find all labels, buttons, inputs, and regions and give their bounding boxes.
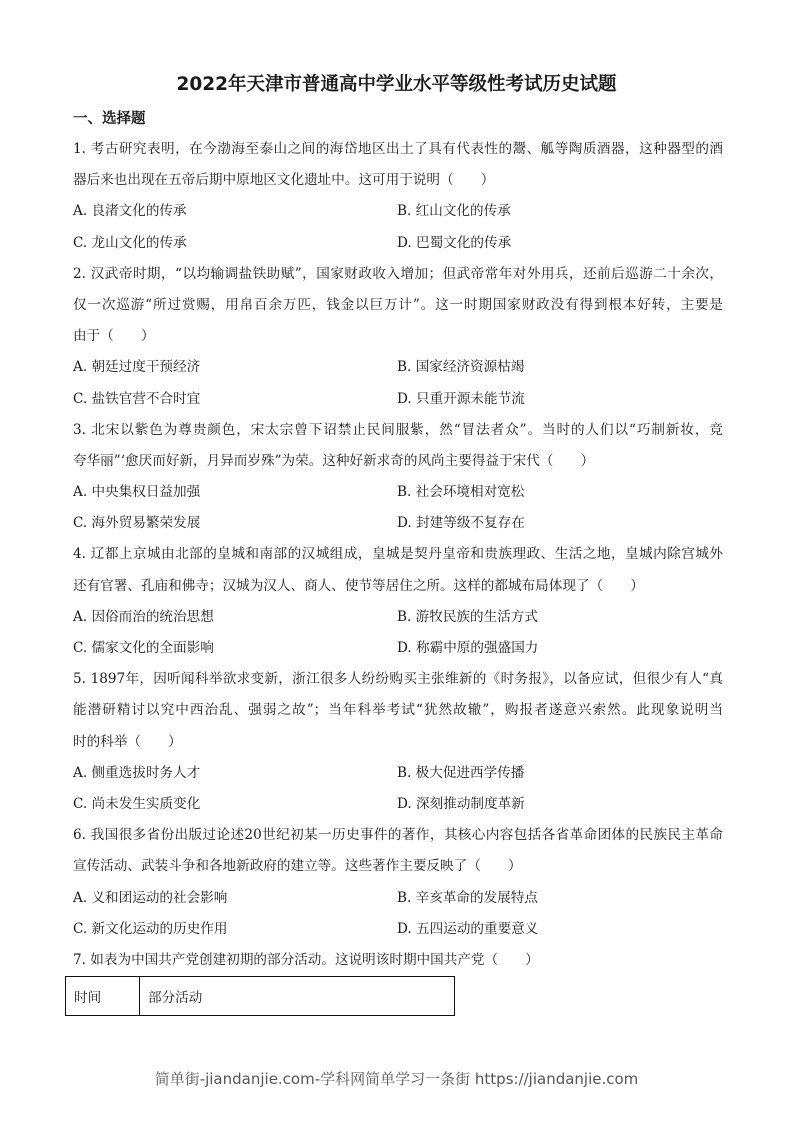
answer-option: C. 龙山文化的传承 bbox=[73, 234, 187, 251]
footer-watermark: 简单街-jiandanjie.com-学科网简单学习一条街 https://jiandanjie.com bbox=[154, 1070, 639, 1088]
options-row bbox=[73, 883, 723, 914]
options-row bbox=[73, 384, 723, 415]
question-7 bbox=[73, 945, 723, 976]
answer-option: D. 称霸中原的强盛国力 bbox=[397, 640, 539, 656]
options-row bbox=[73, 352, 723, 383]
question-text-line: 6. 我国很多省份出版过论述20世纪初某一历史事件的著作，其核心内容包括各省革命团体的民族民主革命 bbox=[73, 827, 723, 844]
answer-option: C. 盐铁官营不合时宜 bbox=[73, 390, 201, 407]
answer-option: A. 义和团运动的社会影响 bbox=[73, 889, 228, 906]
question-text-line: 能潜研精讨以究中西治乱、强弱之故”；当年科举考试“犹然故辙”，购报者遂意兴索然。此现象说明当 bbox=[73, 702, 723, 719]
question-text-line: 7. 如表为中国共产党创建初期的部分活动。这说明该时期中国共产党（ ） bbox=[73, 951, 539, 968]
question-4 bbox=[73, 539, 723, 664]
answer-option: A. 朝廷过度干预经济 bbox=[73, 359, 201, 376]
answer-option: A. 因俗而治的统治思想 bbox=[73, 608, 214, 625]
options-row bbox=[73, 758, 723, 789]
table-header-activity: 部分活动 bbox=[140, 977, 455, 1016]
question-text-line: 仅一次巡游“所过赏赐，用帛百余万匹，钱金以巨万计”。这一时期国家财政没有得到根本好转，主要是 bbox=[73, 296, 723, 313]
answer-option: C. 儒家文化的全面影响 bbox=[73, 640, 214, 656]
answer-option: D. 巴蜀文化的传承 bbox=[397, 234, 512, 251]
question-text-line: 2. 汉武帝时期，“以均输调盐铁助赋”，国家财政收入增加；但武帝常年对外用兵，还前后巡游二十余次， bbox=[73, 265, 723, 282]
answer-option: B. 极大促进西学传播 bbox=[397, 764, 525, 781]
options-row bbox=[73, 789, 723, 820]
options-row bbox=[73, 633, 723, 664]
options-row bbox=[73, 914, 723, 945]
answer-option: A. 良渚文化的传承 bbox=[73, 203, 187, 220]
answer-option: B. 国家经济资源枯竭 bbox=[397, 359, 525, 376]
question-list bbox=[73, 134, 723, 976]
question-3 bbox=[73, 415, 723, 540]
question-text-line: 3. 北宋以紫色为尊贵颜色，宋太宗曾下诏禁止民间服紫，然“冒法者众”。当时的人们以“巧制新妆，竞 bbox=[73, 421, 723, 438]
answer-option: C. 海外贸易繁荣发展 bbox=[73, 515, 201, 532]
question-text-line: 1. 考古研究表明，在今渤海至泰山之间的海岱地区出土了具有代表性的鬶、觚等陶质酒器，这种器型的酒 bbox=[73, 141, 723, 157]
options-row bbox=[73, 602, 723, 633]
question-text-line: 器后来也出现在五帝后期中原地区文化遗址中。这可用于说明（ ） bbox=[73, 172, 495, 189]
answer-option: A. 侧重选拔时务人才 bbox=[73, 764, 201, 781]
options-row bbox=[73, 477, 723, 508]
answer-option: B. 红山文化的传承 bbox=[397, 203, 511, 220]
question-text-line: 宣传活动、武装斗争和各地新政府的建立等。这些著作主要反映了（ ） bbox=[73, 858, 522, 875]
options-row bbox=[73, 196, 723, 227]
answer-option: D. 只重开源未能节流 bbox=[397, 390, 525, 407]
document-title: 2022年天津市普通高中学业水平等级性考试历史试题 bbox=[176, 74, 617, 95]
answer-option: C. 新文化运动的历史作用 bbox=[73, 920, 228, 937]
answer-option: D. 封建等级不复存在 bbox=[397, 515, 525, 532]
answer-option: A. 中央集权日益加强 bbox=[73, 484, 201, 501]
question-2 bbox=[73, 259, 723, 415]
answer-option: D. 深刻推动制度革新 bbox=[397, 795, 525, 812]
section-heading: 一、选择题 bbox=[73, 111, 146, 127]
options-row bbox=[73, 508, 723, 539]
table-header-row bbox=[66, 977, 455, 1016]
answer-option: C. 尚未发生实质变化 bbox=[73, 795, 201, 812]
activity-table bbox=[65, 976, 455, 1016]
question-text-line: 还有官署、孔庙和佛寺；汉城为汉人、商人、使节等居住之所。这样的都城布局体现了（ ） bbox=[73, 577, 644, 594]
answer-option: D. 五四运动的重要意义 bbox=[397, 920, 539, 937]
answer-option: B. 游牧民族的生活方式 bbox=[397, 608, 538, 625]
question-text-line: 时的科举（ ） bbox=[73, 733, 182, 750]
question-text-line: 5. 1897年，因听闻科举欲求变新，浙江很多人纷纷购买主张维新的《时务报》，以备应试，但很少有人“真 bbox=[73, 671, 723, 688]
answer-option: B. 辛亥革命的发展特点 bbox=[397, 889, 538, 906]
question-6 bbox=[73, 820, 723, 945]
options-row bbox=[73, 228, 723, 259]
question-5 bbox=[73, 664, 723, 820]
answer-option: B. 社会环境相对宽松 bbox=[397, 484, 525, 501]
table-header-time: 时间 bbox=[66, 977, 140, 1016]
question-1 bbox=[73, 134, 723, 259]
question-text-line: 夸华丽”‘愈厌而好新，月异而岁殊”为荣。这种好新求奇的风尚主要得益于宋代（ ） bbox=[73, 452, 595, 469]
question-text-line: 4. 辽都上京城由北部的皇城和南部的汉城组成，皇城是契丹皇帝和贵族理政、生活之地，皇城内除宫城外 bbox=[73, 546, 723, 563]
question-text-line: 由于（ ） bbox=[73, 328, 155, 345]
